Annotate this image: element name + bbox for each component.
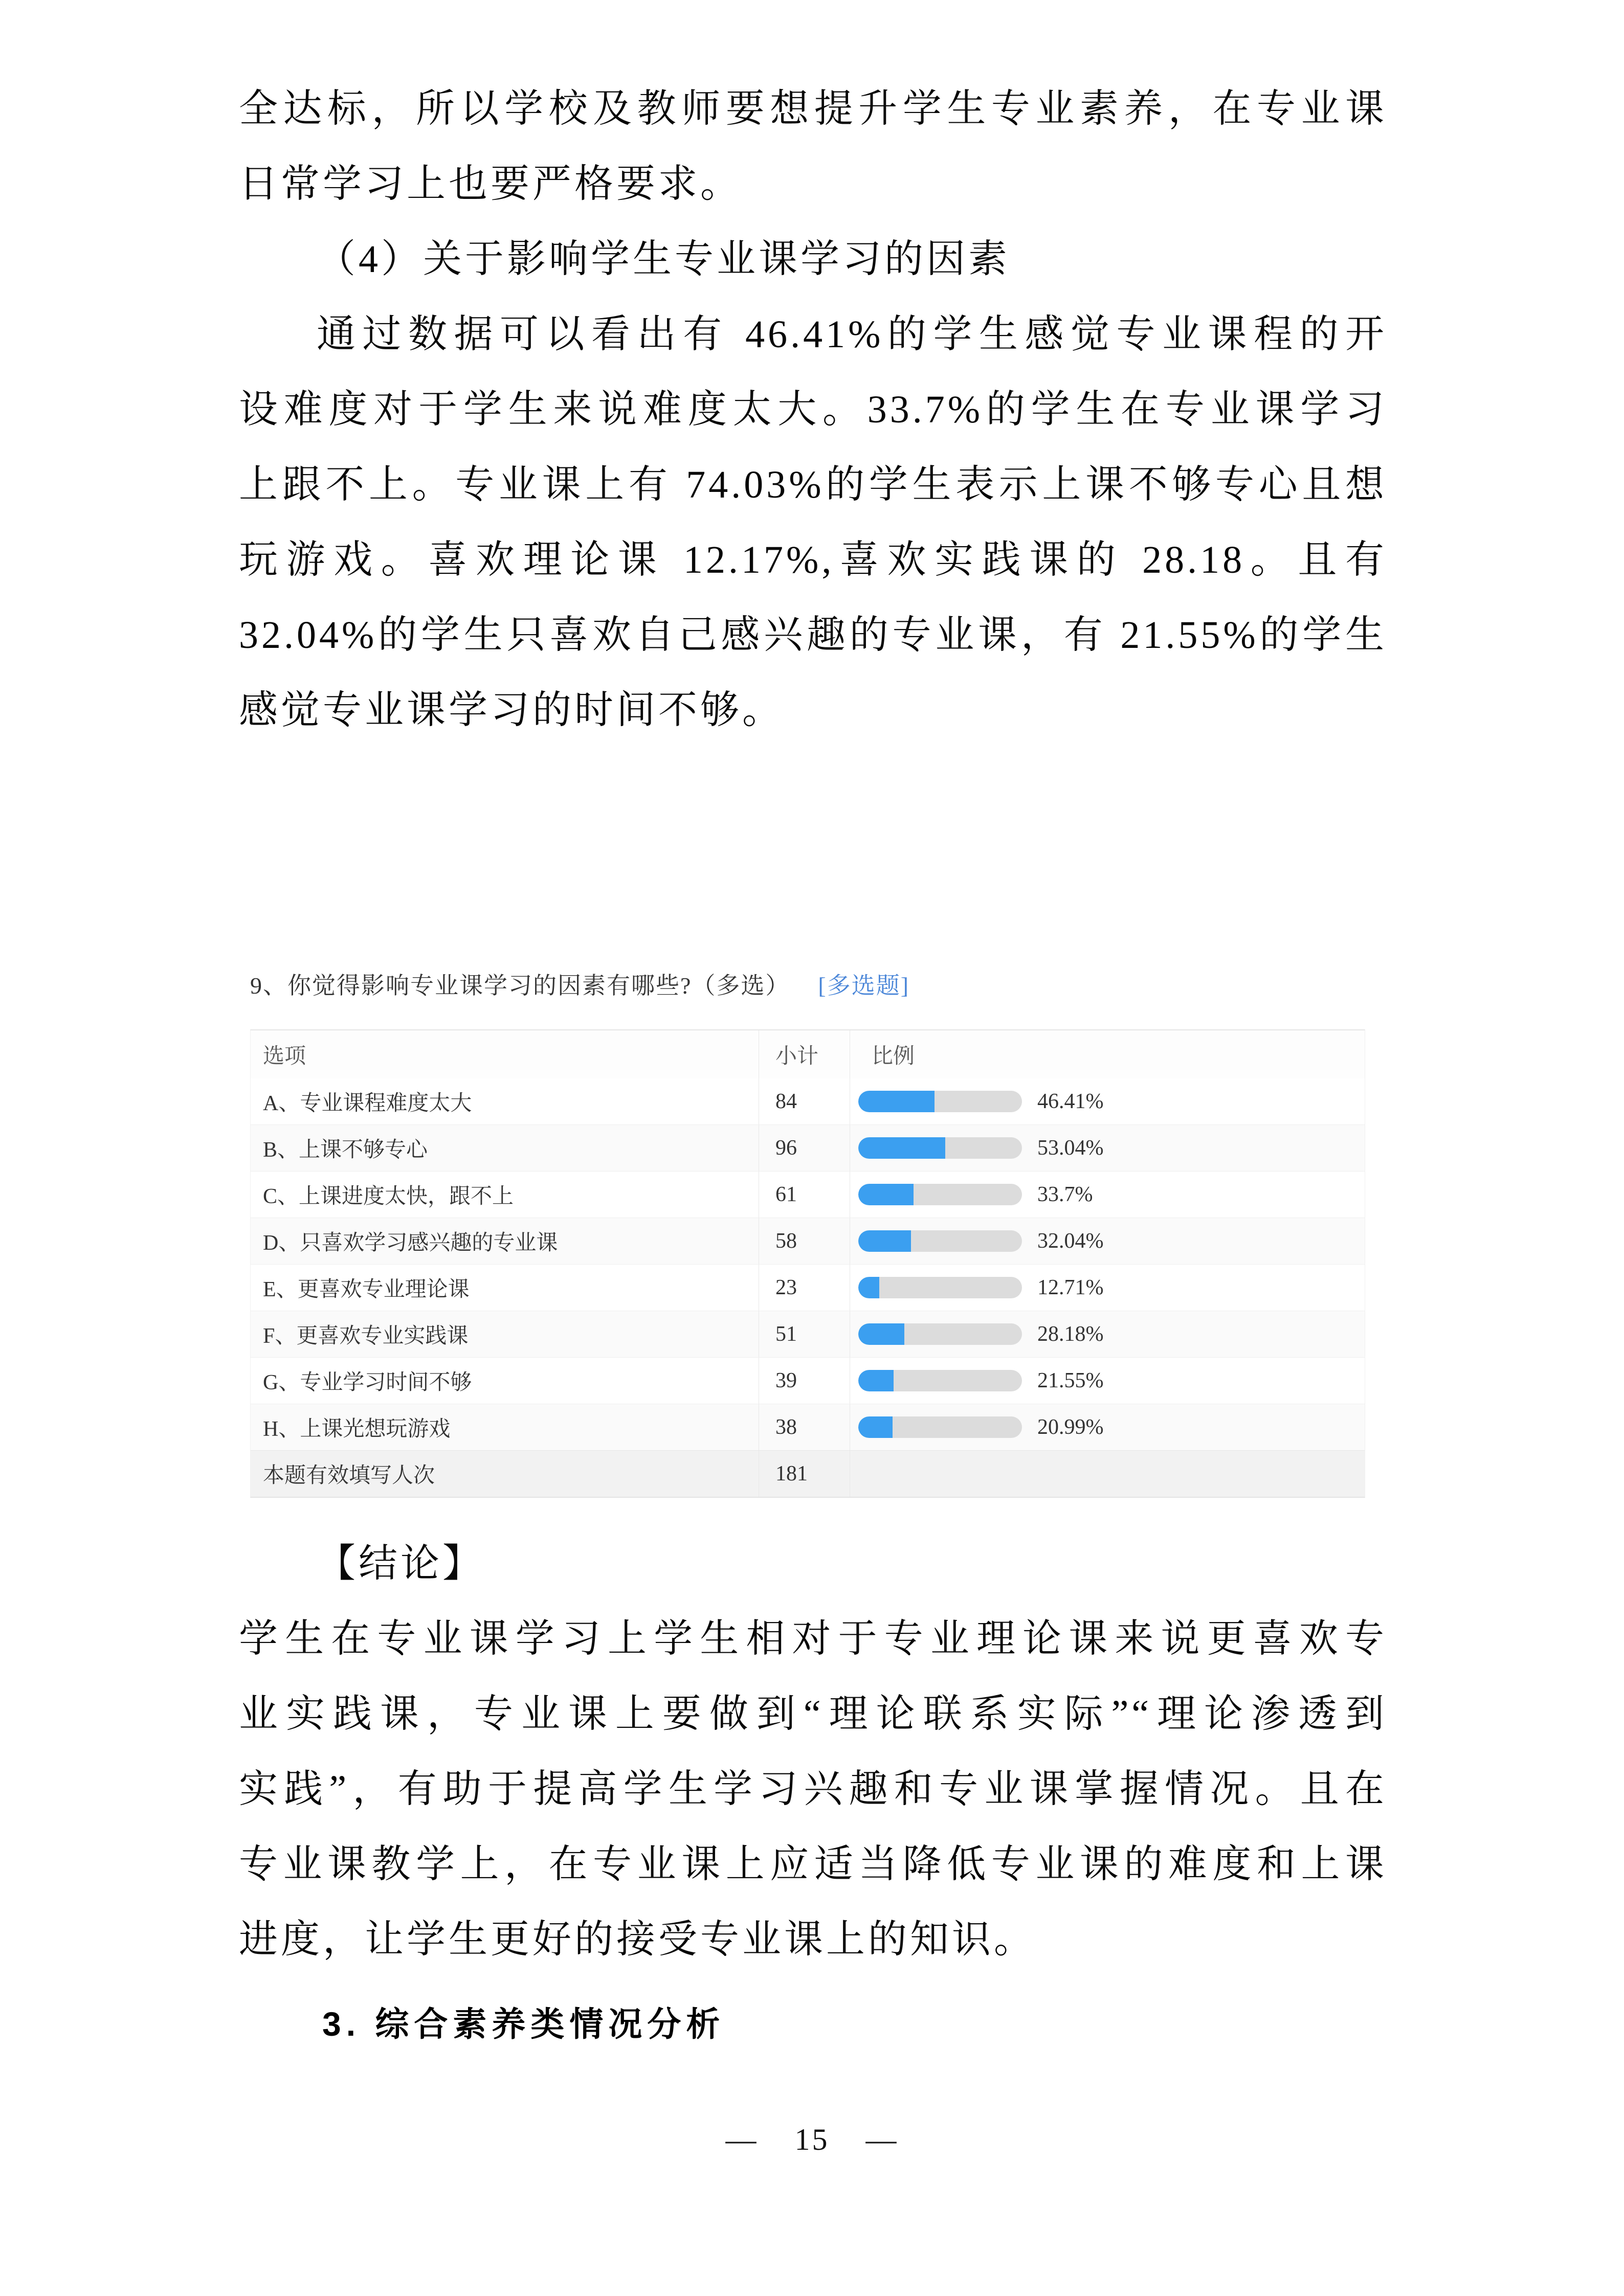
proportion-bar-track bbox=[858, 1230, 1022, 1252]
proportion-bar-track bbox=[858, 1323, 1022, 1345]
option-label: G、专业学习时间不够 bbox=[263, 1371, 472, 1394]
paragraph-block-conclusion bbox=[239, 1526, 1387, 1977]
proportion-cell bbox=[850, 1218, 1365, 1264]
text-line: 学生在专业课学习上学生相对于专业理论课来说更喜欢专 bbox=[239, 1617, 1387, 1660]
option-count: 58 bbox=[759, 1218, 850, 1264]
option-count: 38 bbox=[759, 1404, 850, 1450]
survey-question-text: 9、你觉得影响专业课学习的因素有哪些?（多选） bbox=[250, 973, 790, 999]
option-count: 39 bbox=[759, 1358, 850, 1404]
text-line: 【结论】 bbox=[317, 1542, 484, 1585]
option-label: E、更喜欢专业理论课 bbox=[263, 1278, 470, 1301]
proportion-bar-fill bbox=[858, 1091, 935, 1112]
option-count: 23 bbox=[759, 1265, 850, 1311]
text-line: 实践”，有助于提高学生学习兴趣和专业课掌握情况。且在 bbox=[239, 1768, 1387, 1811]
proportion-label: 32.04% bbox=[1037, 1229, 1104, 1253]
proportion-label: 46.41% bbox=[1037, 1090, 1104, 1113]
table-footer-row bbox=[251, 1450, 1365, 1497]
text-line: 玩游戏。喜欢理论课 12.17%,喜欢实践课的 28.18。且有 bbox=[239, 538, 1387, 581]
text-line: 感觉专业课学习的时间不够。 bbox=[239, 689, 784, 732]
multi-select-tag: [多选题] bbox=[818, 973, 910, 999]
option-label: D、只喜欢学习感兴趣的专业课 bbox=[263, 1231, 558, 1255]
text-line: 专业课教学上，在专业课上应适当降低专业课的难度和上课 bbox=[239, 1843, 1387, 1886]
proportion-bar-track bbox=[858, 1137, 1022, 1159]
option-label: H、上课光想玩游戏 bbox=[263, 1417, 451, 1441]
header-option: 选项 bbox=[263, 1045, 306, 1068]
proportion-bar-track bbox=[858, 1091, 1022, 1112]
proportion-bar-fill bbox=[858, 1370, 894, 1391]
survey-result-screenshot bbox=[250, 968, 1365, 1498]
page-number: — 15 — bbox=[725, 2123, 899, 2156]
table-row bbox=[251, 1171, 1365, 1218]
option-count: 61 bbox=[759, 1172, 850, 1218]
table-row bbox=[251, 1357, 1365, 1404]
proportion-bar-track bbox=[858, 1277, 1022, 1298]
option-label: B、上课不够专心 bbox=[263, 1138, 428, 1162]
proportion-cell bbox=[850, 1311, 1365, 1357]
proportion-cell bbox=[850, 1078, 1365, 1124]
footer-count: 181 bbox=[759, 1451, 850, 1497]
proportion-bar-fill bbox=[858, 1323, 904, 1345]
proportion-bar-fill bbox=[858, 1416, 893, 1438]
proportion-cell bbox=[850, 1265, 1365, 1311]
option-label: C、上课进度太快，跟不上 bbox=[263, 1185, 514, 1208]
proportion-label: 33.7% bbox=[1037, 1183, 1093, 1206]
text-line: 进度，让学生更好的接受专业课上的知识。 bbox=[239, 1918, 1036, 1961]
table-row bbox=[251, 1124, 1365, 1171]
proportion-bar-fill bbox=[858, 1230, 911, 1252]
option-count: 96 bbox=[759, 1125, 850, 1171]
footer-label: 本题有效填写人次 bbox=[263, 1464, 435, 1488]
text-line: 全达标，所以学校及教师要想提升学生专业素养，在专业课 bbox=[239, 87, 1387, 130]
text-line: （4）关于影响学生专业课学习的因素 bbox=[317, 238, 1010, 281]
text-line: 设难度对于学生来说难度太大。33.7%的学生在专业课学习 bbox=[239, 388, 1387, 431]
proportion-label: 21.55% bbox=[1037, 1369, 1104, 1392]
option-count: 51 bbox=[759, 1311, 850, 1357]
header-count: 小计 bbox=[759, 1030, 850, 1078]
proportion-label: 12.71% bbox=[1037, 1276, 1104, 1299]
text-line: 上跟不上。专业课上有 74.03%的学生表示上课不够专心且想 bbox=[239, 463, 1387, 506]
text-line: 通过数据可以看出有 46.41%的学生感觉专业课程的开 bbox=[317, 313, 1387, 356]
proportion-cell bbox=[850, 1125, 1365, 1171]
proportion-label: 20.99% bbox=[1037, 1415, 1104, 1439]
table-row bbox=[251, 1311, 1365, 1357]
table-row bbox=[251, 1264, 1365, 1311]
table-row bbox=[251, 1078, 1365, 1124]
option-label: A、专业课程难度太大 bbox=[263, 1092, 472, 1115]
proportion-bar-track bbox=[858, 1370, 1022, 1391]
proportion-bar-fill bbox=[858, 1137, 945, 1159]
survey-question bbox=[250, 968, 1365, 1004]
text-line: 日常学习上也要严格要求。 bbox=[239, 163, 742, 206]
text-line: 业实践课，专业课上要做到“理论联系实际”“理论渗透到 bbox=[239, 1693, 1387, 1736]
header-proportion: 比例 bbox=[850, 1030, 1365, 1078]
proportion-cell bbox=[850, 1172, 1365, 1218]
footer-empty-cell bbox=[850, 1451, 1365, 1497]
text-line: 32.04%的学生只喜欢自己感兴趣的专业课，有 21.55%的学生 bbox=[239, 614, 1387, 657]
option-label: F、更喜欢专业实践课 bbox=[263, 1324, 469, 1348]
proportion-bar-fill bbox=[858, 1277, 879, 1298]
proportion-bar-track bbox=[858, 1184, 1022, 1205]
proportion-label: 53.04% bbox=[1037, 1136, 1104, 1160]
section-heading: 3. 综合素养类情况分析 bbox=[322, 2005, 725, 2043]
paragraph-block-top bbox=[239, 72, 1387, 748]
proportion-label: 28.18% bbox=[1037, 1322, 1104, 1346]
table-row bbox=[251, 1218, 1365, 1264]
proportion-cell bbox=[850, 1358, 1365, 1404]
survey-table bbox=[250, 1029, 1365, 1498]
table-row bbox=[251, 1404, 1365, 1450]
option-count: 84 bbox=[759, 1078, 850, 1124]
proportion-bar-fill bbox=[858, 1184, 914, 1205]
proportion-cell bbox=[850, 1404, 1365, 1450]
proportion-bar-track bbox=[858, 1416, 1022, 1438]
table-header-row bbox=[251, 1030, 1365, 1078]
